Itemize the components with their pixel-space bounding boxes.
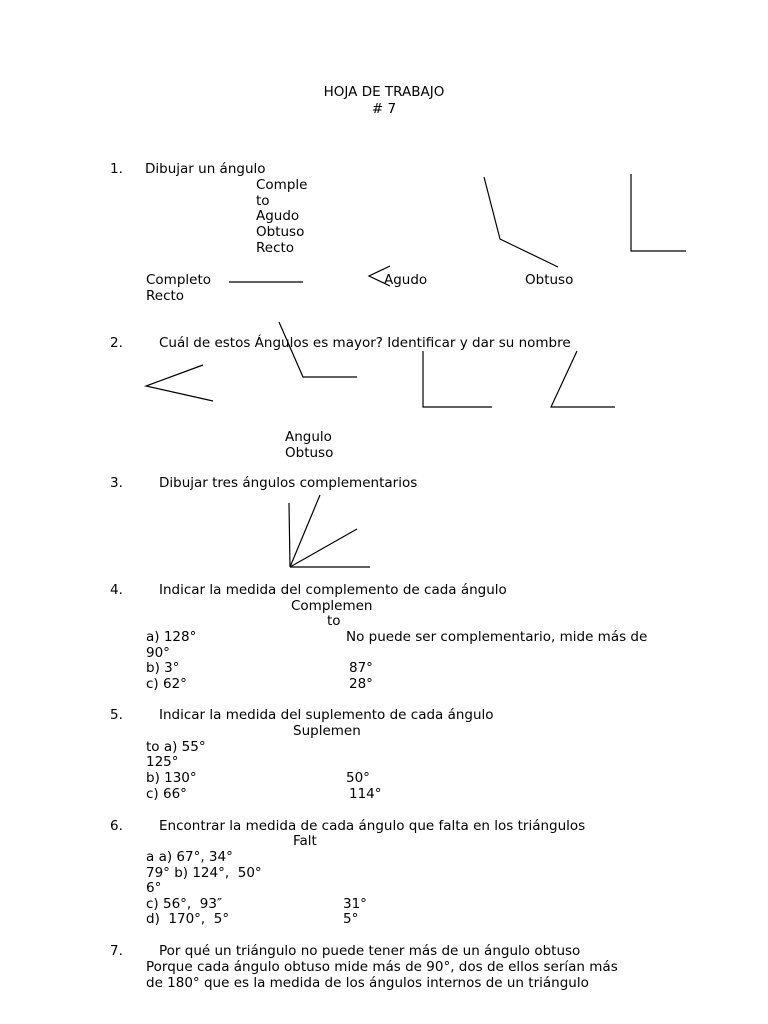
q3-vertical-ray <box>289 503 290 567</box>
q3-lower-ray <box>290 529 357 567</box>
q5-angle: 125° <box>146 754 179 770</box>
q6-angles: 6° <box>146 880 162 896</box>
q6-heading: Falt <box>293 833 317 849</box>
q5-angle: b) 130° <box>146 770 197 786</box>
q2-angle-four <box>551 351 615 407</box>
q5-angle: c) 66° <box>146 786 187 802</box>
q6-number: 6. <box>110 818 123 834</box>
q4-text: Indicar la medida del complemento de cada ángulo <box>159 582 507 598</box>
q2-text: Cuál de estos Ángulos es mayor? Identificar y dar su nombre <box>159 335 571 351</box>
q4-angle: a) 128° <box>146 629 197 645</box>
q1-label-obtuso: Obtuso <box>525 272 574 288</box>
q7-answer-line: de 180° que es la medida de los ángulos internos de un triángulo <box>146 975 589 991</box>
q5-answer: 114° <box>349 786 382 802</box>
q2-obtuse-angle <box>279 322 357 377</box>
q1-number: 1. <box>110 161 123 177</box>
page-number: # 7 <box>371 101 397 117</box>
q2-answer-line: Angulo <box>285 429 332 445</box>
q6-angles: d) 170°, 5° <box>146 911 230 927</box>
q1-label-agudo: Agudo <box>384 272 428 288</box>
q4-answer: No puede ser complementario, mide más de <box>346 629 648 645</box>
q2-acute-angle <box>146 365 213 401</box>
q1-label-recto: Recto <box>146 288 185 304</box>
q1-text: Dibujar un ángulo <box>145 161 266 177</box>
q4-heading: Complemen <box>291 598 373 614</box>
q5-heading: Suplemen <box>293 723 361 739</box>
q6-angles: a a) 67°, 34° <box>146 849 233 865</box>
q5-text: Indicar la medida del suplemento de cada ángulo <box>159 707 494 723</box>
q3-text: Dibujar tres ángulos complementarios <box>159 475 418 491</box>
q3-number: 3. <box>110 475 123 491</box>
q1-label-completo: Completo <box>146 272 212 288</box>
q3-middle-ray <box>290 495 320 567</box>
q1-right-angle <box>631 174 686 251</box>
q6-angles: c) 56°, 93″ <box>146 896 223 912</box>
q4-angle: 90° <box>146 645 170 661</box>
q1-list-item: Recto <box>256 240 295 256</box>
page-title: HOJA DE TRABAJO <box>323 84 445 100</box>
q6-text: Encontrar la medida de cada ángulo que falta en los triángulos <box>159 818 586 834</box>
q6-angles: 79° b) 124°, 50° <box>146 865 262 881</box>
q2-answer-line: Obtuso <box>285 445 334 461</box>
q1-list-item: to <box>256 193 270 209</box>
q4-answer: 87° <box>349 660 373 676</box>
q2-right-angle <box>423 351 492 407</box>
q1-obtuse-angle <box>484 177 558 267</box>
q5-number: 5. <box>110 707 123 723</box>
q6-answer: 31° <box>343 896 367 912</box>
q5-answer: 50° <box>346 770 370 786</box>
q4-number: 4. <box>110 582 123 598</box>
q7-number: 7. <box>110 943 123 959</box>
q2-number: 2. <box>110 335 123 351</box>
q4-answer: 28° <box>349 676 373 692</box>
q5-angle: to a) 55° <box>146 739 206 755</box>
q6-answer: 5° <box>343 911 359 927</box>
q7-answer-line: Porque cada ángulo obtuso mide más de 90°, dos de ellos serían más <box>146 959 618 975</box>
q4-angle: b) 3° <box>146 660 180 676</box>
q1-acute-angle <box>369 266 390 286</box>
q1-list-item: Obtuso <box>256 224 305 240</box>
q1-list-item: Agudo <box>256 208 300 224</box>
q4-heading: to <box>327 613 341 629</box>
q1-list-item: Comple <box>256 177 308 193</box>
q7-text: Por qué un triángulo no puede tener más de un ángulo obtuso <box>159 943 581 959</box>
q4-angle: c) 62° <box>146 676 187 692</box>
